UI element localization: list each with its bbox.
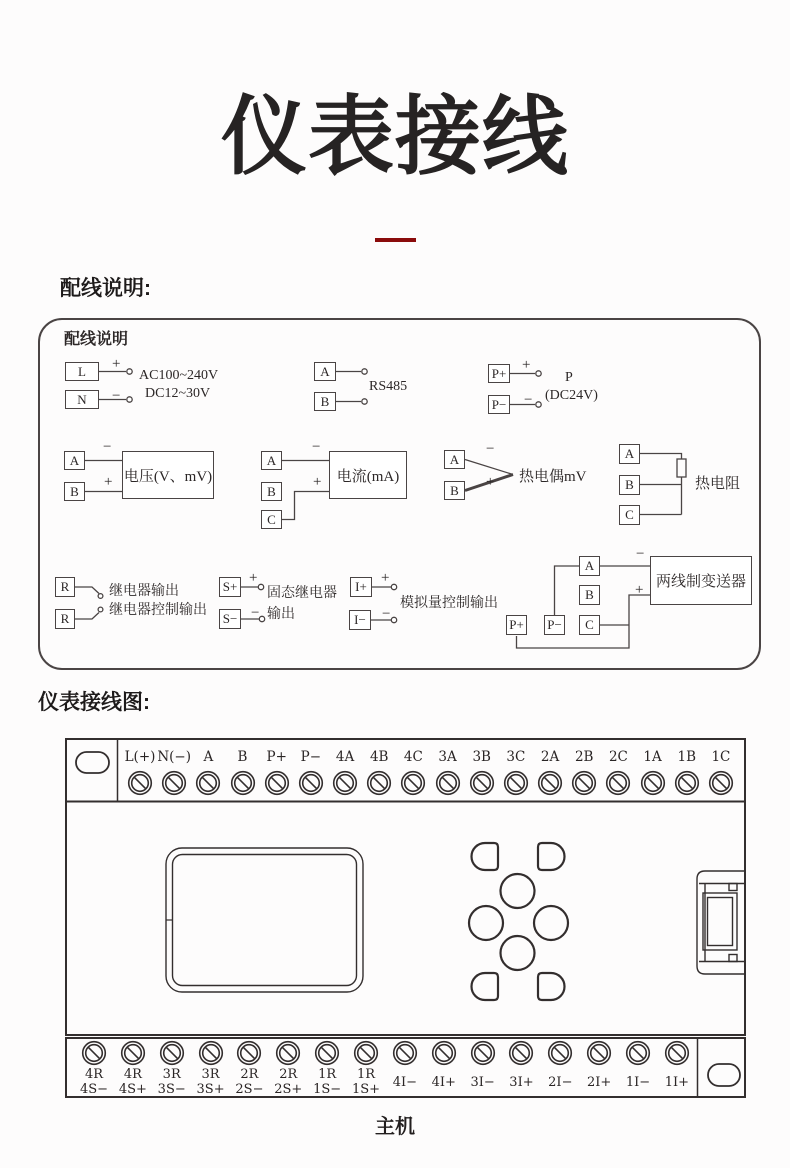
terminal-tx-Pminus: P− [544, 615, 565, 635]
terminal-label [548, 1066, 572, 1098]
terminal-label: 4B [369, 749, 389, 765]
ssr-plus-sign: + [249, 570, 258, 586]
relay-label1: 继电器输出 [109, 584, 179, 599]
p24-minus-sign: − [524, 392, 533, 408]
terminal-tc-A: A [444, 450, 465, 469]
screw-terminal-icon [547, 1040, 573, 1066]
top-terminal-cell [396, 749, 430, 796]
top-terminal-cell [362, 749, 396, 796]
screw-terminal-icon [605, 770, 631, 796]
screw-terminal-icon [400, 770, 426, 796]
terminal-voltage-B: B [64, 482, 85, 501]
terminal-label [80, 1066, 108, 1098]
terminal-tx-Pplus: P+ [506, 615, 527, 635]
top-terminal-strip [123, 749, 738, 796]
ssr-label2: 输出 [267, 607, 295, 622]
terminal-label: 1B [677, 749, 696, 765]
terminal-rs485-B: B [314, 392, 336, 411]
screw-terminal-icon [161, 770, 187, 796]
screw-terminal-icon [314, 1040, 340, 1066]
voltage-plus-sign: + [104, 474, 113, 490]
screw-terminal-icon [431, 1040, 457, 1066]
terminal-label-line1: 3R [201, 1067, 220, 1082]
bottom-terminal-cell [580, 1040, 618, 1098]
p24-label1: P [565, 370, 573, 385]
terminal-label [158, 1066, 186, 1098]
bottom-terminal-strip [75, 1040, 696, 1098]
terminal-label-line2: 2S− [235, 1082, 264, 1097]
keypad-buttons [469, 843, 568, 1000]
bottom-terminal-cell [114, 1040, 152, 1098]
terminal-label: 2B [574, 749, 594, 765]
screw-terminal-icon [332, 770, 358, 796]
screw-terminal-icon [298, 770, 324, 796]
terminal-label-line1: 2I− [548, 1074, 573, 1090]
power-spec-line1: AC100~240V [139, 368, 219, 383]
terminal-Iplus: I+ [350, 577, 372, 597]
terminal-label-line1: 2R [240, 1067, 259, 1082]
terminal-label: B [237, 749, 248, 765]
terminal-label: L(+) [124, 749, 156, 765]
terminal-label-line2: 1S− [313, 1082, 342, 1097]
power-minus-sign: − [112, 388, 121, 404]
terminal-label-line1: 4R [84, 1067, 104, 1082]
terminal-label [587, 1066, 611, 1098]
current-minus-sign: − [312, 439, 321, 455]
screw-terminal-icon [236, 1040, 262, 1066]
current-source-box: 电流(mA) [329, 451, 407, 499]
thermocouple-label: 热电偶mV [519, 469, 587, 485]
screw-terminal-icon [366, 770, 392, 796]
voltage-source-box: 电压(V、mV) [122, 451, 214, 499]
voltage-minus-sign: − [103, 439, 112, 455]
screw-terminal-icon [159, 1040, 185, 1066]
terminal-rs485-A: A [314, 362, 336, 381]
top-terminal-cell [670, 749, 704, 796]
bottom-terminal-cell [347, 1040, 385, 1098]
top-terminal-cell [328, 749, 362, 796]
screw-terminal-icon [469, 770, 495, 796]
p24-plus-sign: + [522, 357, 531, 373]
tc-minus-sign: − [486, 441, 495, 457]
terminal-rtd-C: C [619, 505, 640, 525]
top-terminal-cell [294, 749, 328, 796]
terminal-label: 4A [335, 749, 355, 765]
top-terminal-cell [465, 749, 499, 796]
power-spec-line2: DC12~30V [145, 386, 211, 401]
terminal-label-line2: 4S− [79, 1082, 109, 1097]
screw-terminal-icon [674, 770, 700, 796]
analog-label: 模拟量控制输出 [400, 596, 498, 611]
top-terminal-cell [226, 749, 260, 796]
terminal-label: P+ [266, 749, 287, 765]
screw-terminal-icon [503, 770, 529, 796]
terminal-label-line1: 3I− [470, 1074, 495, 1090]
terminal-label: P− [300, 749, 322, 765]
bottom-terminal-cell [153, 1040, 191, 1098]
screw-terminal-icon [195, 770, 221, 796]
terminal-label-line2: 3S+ [196, 1082, 225, 1097]
terminal-label [393, 1066, 417, 1098]
terminal-rtd-B: B [619, 475, 640, 495]
terminal-label [197, 1066, 225, 1098]
terminal-Iminus: I− [349, 610, 371, 630]
terminal-label-line1: 1I+ [664, 1074, 690, 1090]
ssr-minus-sign: − [251, 605, 260, 621]
terminal-Pplus: P+ [488, 364, 510, 383]
bottom-terminal-cell [230, 1040, 268, 1098]
screw-terminal-icon [230, 770, 256, 796]
power-plus-sign: + [112, 356, 121, 372]
terminal-label [432, 1066, 456, 1098]
top-terminal-cell [260, 749, 294, 796]
terminal-label-line1: 1R [318, 1067, 337, 1082]
terminal-label-line2: 2S+ [274, 1082, 303, 1097]
rs485-label: RS485 [369, 379, 408, 394]
wiring-legend-box [38, 318, 761, 670]
terminal-label: A [203, 749, 214, 765]
top-terminal-cell [601, 749, 635, 796]
terminal-label [509, 1066, 533, 1098]
bottom-terminal-cell [619, 1040, 657, 1098]
device-diagram [65, 738, 746, 1099]
current-plus-sign: + [313, 474, 322, 490]
ssr-label1: 固态继电器 [267, 586, 337, 601]
terminal-label-line1: 4R [123, 1067, 142, 1082]
terminal-label-line1: 2R [279, 1067, 298, 1082]
relay-label2: 继电器控制输出 [109, 603, 207, 618]
terminal-Sminus: S− [219, 609, 241, 629]
analog-plus-sign: + [381, 570, 390, 586]
transmitter-box: 两线制变送器 [650, 556, 752, 605]
terminal-label-line1: 1R [356, 1067, 376, 1082]
terminal-label: 3C [506, 749, 526, 765]
terminal-label: 1A [643, 749, 662, 765]
terminal-voltage-A: A [64, 451, 85, 470]
terminal-L: L [65, 362, 99, 381]
p24-label2: (DC24V) [545, 388, 598, 403]
terminal-Splus: S+ [219, 577, 241, 597]
screw-terminal-icon [537, 770, 563, 796]
bottom-terminal-cell [425, 1040, 463, 1098]
bottom-terminal-cell [464, 1040, 502, 1098]
page-title: 仪表接线 [221, 89, 569, 185]
terminal-relay-R2: R [55, 609, 75, 629]
terminal-current-A: A [261, 451, 282, 470]
bottom-terminal-cell [658, 1040, 696, 1098]
rtd-label: 热电阻 [695, 476, 741, 492]
top-terminal-cell [499, 749, 533, 796]
terminal-current-B: B [261, 482, 282, 501]
bottom-terminal-cell [502, 1040, 540, 1098]
terminal-label-line1: 4I− [392, 1074, 418, 1090]
tc-plus-sign: + [486, 474, 495, 490]
terminal-label-line2: 4S+ [118, 1082, 147, 1097]
screw-terminal-icon [708, 770, 734, 796]
terminal-label: 3A [438, 749, 457, 765]
terminal-tx-C: C [579, 615, 600, 635]
screw-terminal-icon [640, 770, 666, 796]
bottom-terminal-cell [308, 1040, 346, 1098]
terminal-label [274, 1066, 302, 1098]
terminal-label [626, 1066, 650, 1098]
bottom-terminal-cell [269, 1040, 307, 1098]
terminal-relay-R1: R [55, 577, 75, 597]
legend-box-title: 配线说明 [64, 331, 129, 348]
screw-terminal-icon [586, 1040, 612, 1066]
terminal-label: 4C [403, 749, 423, 765]
terminal-N: N [65, 390, 99, 409]
screw-terminal-icon [392, 1040, 418, 1066]
terminal-label: N(−) [157, 749, 191, 765]
tx-minus-sign: − [636, 546, 645, 562]
tx-plus-sign: + [635, 582, 644, 598]
terminal-label-line1: 3I+ [509, 1074, 534, 1090]
top-terminal-cell [533, 749, 567, 796]
screw-terminal-icon [435, 770, 461, 796]
top-terminal-cell [704, 749, 738, 796]
top-terminal-cell [157, 749, 191, 796]
terminal-label-line1: 2I+ [587, 1074, 612, 1090]
terminal-Pminus: P− [488, 395, 510, 414]
terminal-label [235, 1066, 263, 1098]
terminal-label [470, 1066, 494, 1098]
bottom-terminal-cell [541, 1040, 579, 1098]
screw-terminal-icon [275, 1040, 301, 1066]
bottom-terminal-cell [386, 1040, 424, 1098]
screw-terminal-icon [127, 770, 153, 796]
terminal-label [119, 1066, 147, 1098]
terminal-label [352, 1066, 380, 1098]
analog-minus-sign: − [382, 606, 391, 622]
terminal-rtd-A: A [619, 444, 640, 464]
wiring-notes-heading: 配线说明: [60, 277, 151, 300]
screw-terminal-icon [353, 1040, 379, 1066]
top-terminal-cell [567, 749, 601, 796]
title-accent-dash [375, 238, 416, 242]
terminal-label-line2: 1S+ [351, 1082, 381, 1097]
terminal-label: 2A [540, 749, 560, 765]
bottom-terminal-cell [192, 1040, 230, 1098]
terminal-current-C: C [261, 510, 282, 529]
screw-terminal-icon [571, 770, 597, 796]
terminal-label-line1: 3R [162, 1067, 181, 1082]
bottom-terminal-cell [75, 1040, 113, 1098]
screw-terminal-icon [264, 770, 290, 796]
side-connector [697, 871, 746, 974]
terminal-label [313, 1066, 341, 1098]
terminal-label: 2C [608, 749, 628, 765]
terminal-label-line2: 3S− [157, 1082, 186, 1097]
terminal-tx-A: A [579, 556, 600, 576]
terminal-label [665, 1066, 689, 1098]
screw-terminal-icon [81, 1040, 107, 1066]
top-terminal-cell [431, 749, 465, 796]
top-terminal-cell [123, 749, 157, 796]
terminal-tx-B: B [579, 585, 600, 605]
screw-terminal-icon [664, 1040, 690, 1066]
terminal-label: 1C [711, 749, 731, 765]
terminal-label-line1: 4I+ [431, 1074, 456, 1090]
screw-terminal-icon [470, 1040, 496, 1066]
screw-terminal-icon [625, 1040, 651, 1066]
screw-terminal-icon [508, 1040, 534, 1066]
top-terminal-cell [636, 749, 670, 796]
screw-terminal-icon [120, 1040, 146, 1066]
top-terminal-cell [191, 749, 225, 796]
wiring-diagram-heading: 仪表接线图: [38, 691, 150, 714]
terminal-label: 3B [472, 749, 491, 765]
screw-terminal-icon [198, 1040, 224, 1066]
device-footer-label: 主机 [375, 1116, 415, 1138]
terminal-label-line1: 1I− [625, 1074, 651, 1090]
terminal-tc-B: B [444, 481, 465, 500]
